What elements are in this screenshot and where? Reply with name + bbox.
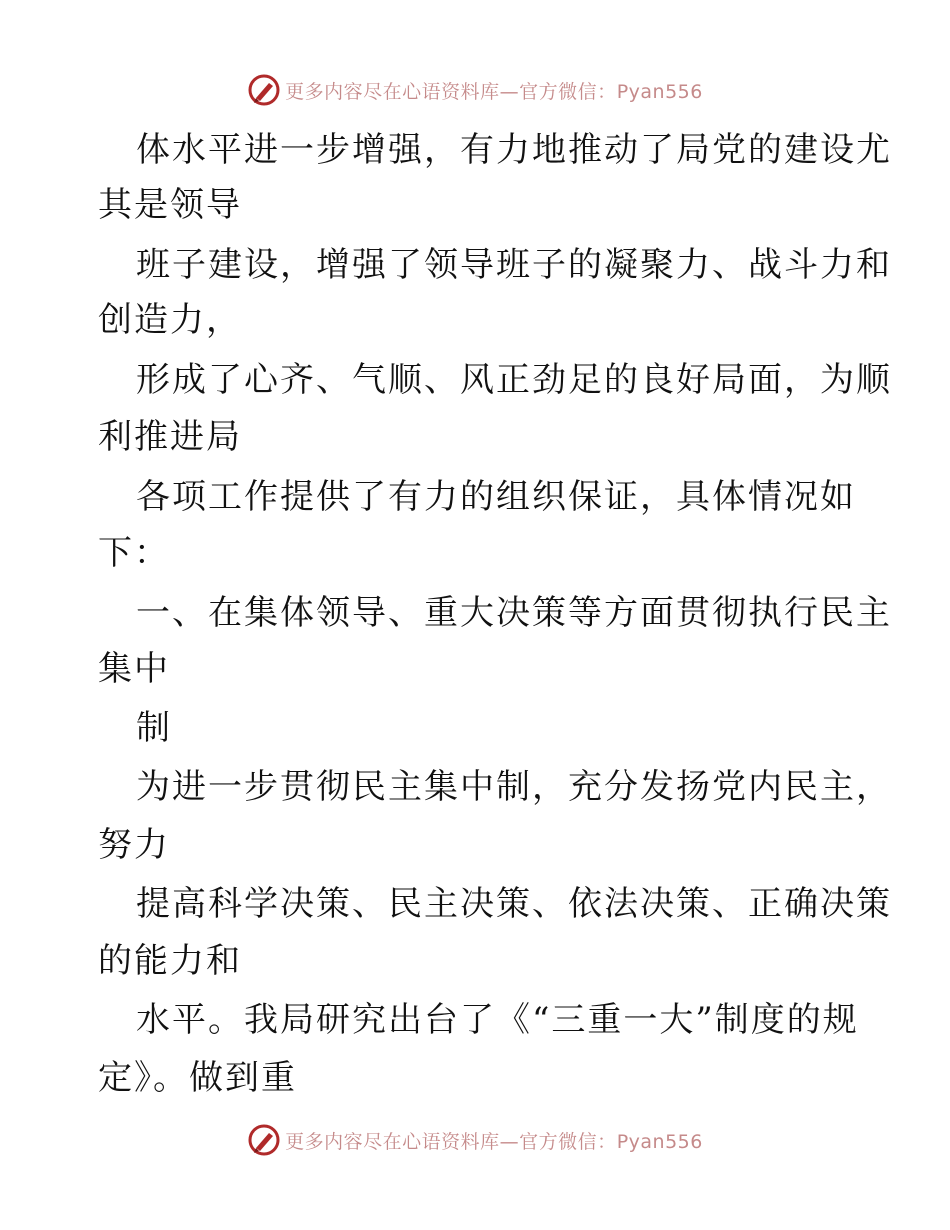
text-line: 定》。做到重 — [98, 1058, 297, 1098]
footer-banner-text — [285, 1127, 703, 1154]
header-wechat-label: 官方微信： — [519, 80, 617, 103]
footer-site-text: 更多内容尽在心语资料库 — [285, 1130, 500, 1153]
text-line: 其是领导 — [98, 185, 242, 225]
text-line: 的能力和 — [98, 941, 242, 981]
footer-wechat-id: Pyan556 — [616, 1130, 703, 1153]
pen-logo-icon — [247, 73, 281, 107]
text-line: 为进一步贯彻民主集中制，充分发扬党内民主， — [136, 767, 892, 807]
text-line: 一、在集体领导、重大决策等方面贯彻执行民主 — [136, 593, 892, 633]
text-line: 下： — [98, 533, 170, 573]
header-wechat-id: Pyan556 — [616, 80, 703, 103]
text-line: 制 — [136, 708, 172, 748]
text-line: 集中 — [98, 649, 170, 689]
text-line: 体水平进一步增强，有力地推动了局党的建设尤 — [136, 130, 892, 170]
pen-logo-icon — [247, 1123, 281, 1157]
header-banner-text — [285, 77, 703, 104]
text-line: 水平。我局研究出台了《“三重一大”制度的规 — [136, 1000, 859, 1040]
footer-wechat-label: 官方微信： — [519, 1130, 617, 1153]
footer-separator: — — [499, 1130, 520, 1153]
text-line: 班子建设，增强了领导班子的凝聚力、战斗力和 — [136, 245, 892, 285]
text-line: 努力 — [98, 825, 170, 865]
header-banner — [0, 70, 950, 110]
text-line: 创造力， — [98, 300, 242, 340]
text-line: 提高科学决策、民主决策、依法决策、正确决策 — [136, 884, 892, 924]
text-line: 利推进局 — [98, 417, 242, 457]
footer-banner — [0, 1120, 950, 1160]
text-line: 形成了心齐、气顺、风正劲足的良好局面，为顺 — [136, 360, 892, 400]
header-separator: — — [499, 80, 520, 103]
text-line: 各项工作提供了有力的组织保证，具体情况如 — [136, 477, 856, 517]
header-site-text: 更多内容尽在心语资料库 — [285, 80, 500, 103]
